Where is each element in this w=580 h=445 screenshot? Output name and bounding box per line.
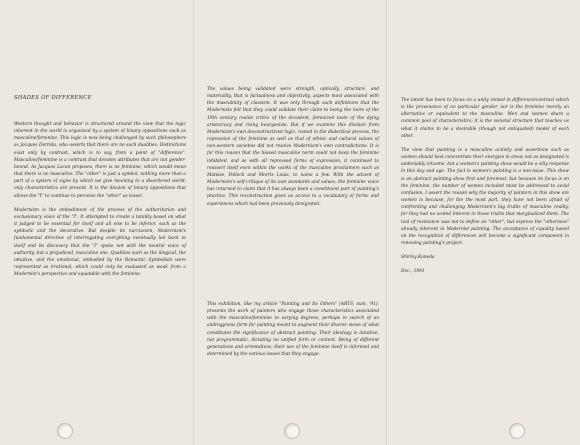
signature-date: Dec., 1991	[401, 269, 425, 275]
column-left	[14, 121, 186, 285]
paragraph: Western thought and behavior is structured around the view that the logic inherent in the world is organized by a system of binary oppositions such as masculine/feminine. This logic is now being challenged by such philosophers as Jacques Derrida, who asserts that there are no such dualities. Distinctions exist only by contrast, which is to say, from a point of "difference". Masculine/feminine is a contrast that denotes attributes that are not gender-bound. As Jacques Lacan proposes, there is no feminine, which would mean that there is no masculine. The "other" is just a symbol, nothing more than a part of a system of signs by which we give meaning to a disordered world; only characteristics are present. It is the illusion of binary oppositions that allows the "I" to continue to perceive the "other" as lesser.	[14, 122, 186, 199]
binder-hole	[284, 423, 300, 439]
binder-hole	[57, 423, 73, 439]
paragraph: The intent has been to focus on a unity rooted in difference/contrast which is the provenance of no particular gender, nor is the feminine merely an alternative or equivalent to the masculine. Men and women share a common pool of characteristics; it is the societal structure that teaches us what it claims to be a desirable (though not antiquated) model of each other.	[401, 98, 569, 139]
panel-middle	[194, 0, 387, 445]
paragraph: The view that painting is a masculine activity and assertions such as women should best concentrate their energies in areas not as designated is undeniably irksome, but a women's painting show would be a silly response in this day and age. The fact is women's painting is a non-issue. This show is an abstract painting show first and foremost, but because its focus is on the feminine, the number of women included must be addressed to avoid confusion. I assert the reason why the majority of painters in this show are women is because, for the the most part, they have not been afraid of confronting and challenging Modernism's big truths of masculine reality, for they had no vested interest in those truths that marginalized them. The tool of resistance was not to define an "other", but express the "otherness" already inherent in Modernist painting. The acceptance of equality based on the recognition of differences will become a significant component in renewing painting's project.	[401, 147, 569, 246]
column-middle-top	[207, 86, 379, 215]
column-right	[401, 97, 569, 282]
column-middle-bottom	[207, 301, 379, 365]
paragraph: The values being validated were strength, optically, structure, and materiality, that is factualness and objectivity, aspects most associated with the masculinity of classism. It was only through such definitions that the Modernists felt that they could validate their claim to being the heirs of the 19th century realist critics of the decadent, feminized taste of the dying aristocracy and rising bourgeoisie. But if we examine this division from Modernism's own deconstructivist logic, rooted in the dialectical process, the repression of the feminine as well as that of ethnic and cultural values of non-western societies did not resolve Modernism's own contradictions. It is for this reason that the biased masculine norm could not keep the feminine inhibited, and as with all repressed forms of expression, it continued to reassert itself even within the works of the masculine proclaimers such as Matisse, Pollock and Morris Louis, to name a few. With the advent of Modernism's self-critique of its own standards and values, the feminine voice has returned to claim that it has always been a constituent part of painting's practice. This reconstruction gives us access to a vocabulary of forms and experiences which had been previously denigrated.	[207, 87, 379, 207]
signature-name: Shirley Kaneda	[401, 255, 435, 261]
paragraph: Modernism is the embodiment of the process of the authoritarian and exclusionary voice of the "I". It attempted to create a totality based on what it judged to be essential for itself and all else to be inferior, such as the symbolic and the decorative. But despite its narcissism, Modernism's fundamental directive of interrogating everything eventually led back to itself and its discovery that the "I" spoke not with the neutral voice of authority, but a prejudiced, masculine one. Qualities such as the illogical, the intuitive, and the emotional, embodied by the Romantic Symbolists were represented as irrational, which could only be evaluated as weak from a Modernist's perspective and equatable with the feminine.	[14, 207, 186, 278]
binder-hole	[509, 423, 525, 439]
essay-heading: SHADES OF DIFFERENCE	[14, 95, 92, 101]
paragraph: This exhibition, like my article "Painting and Its Others" (ARTS, sum. '91), presents the work of painters who engage those characteristics associated with the masculine/feminine to varying degrees, perhaps in search of an androgynous form for painting meant to augment their diverse views of what constitutes the significance of abstract painting. Their ideology is intuitive, not programmatic, dictating no unified form or content. Being of different generations and orientations, their use of the feminine itself is informed and determined by the various issues that they engage.	[207, 302, 379, 358]
